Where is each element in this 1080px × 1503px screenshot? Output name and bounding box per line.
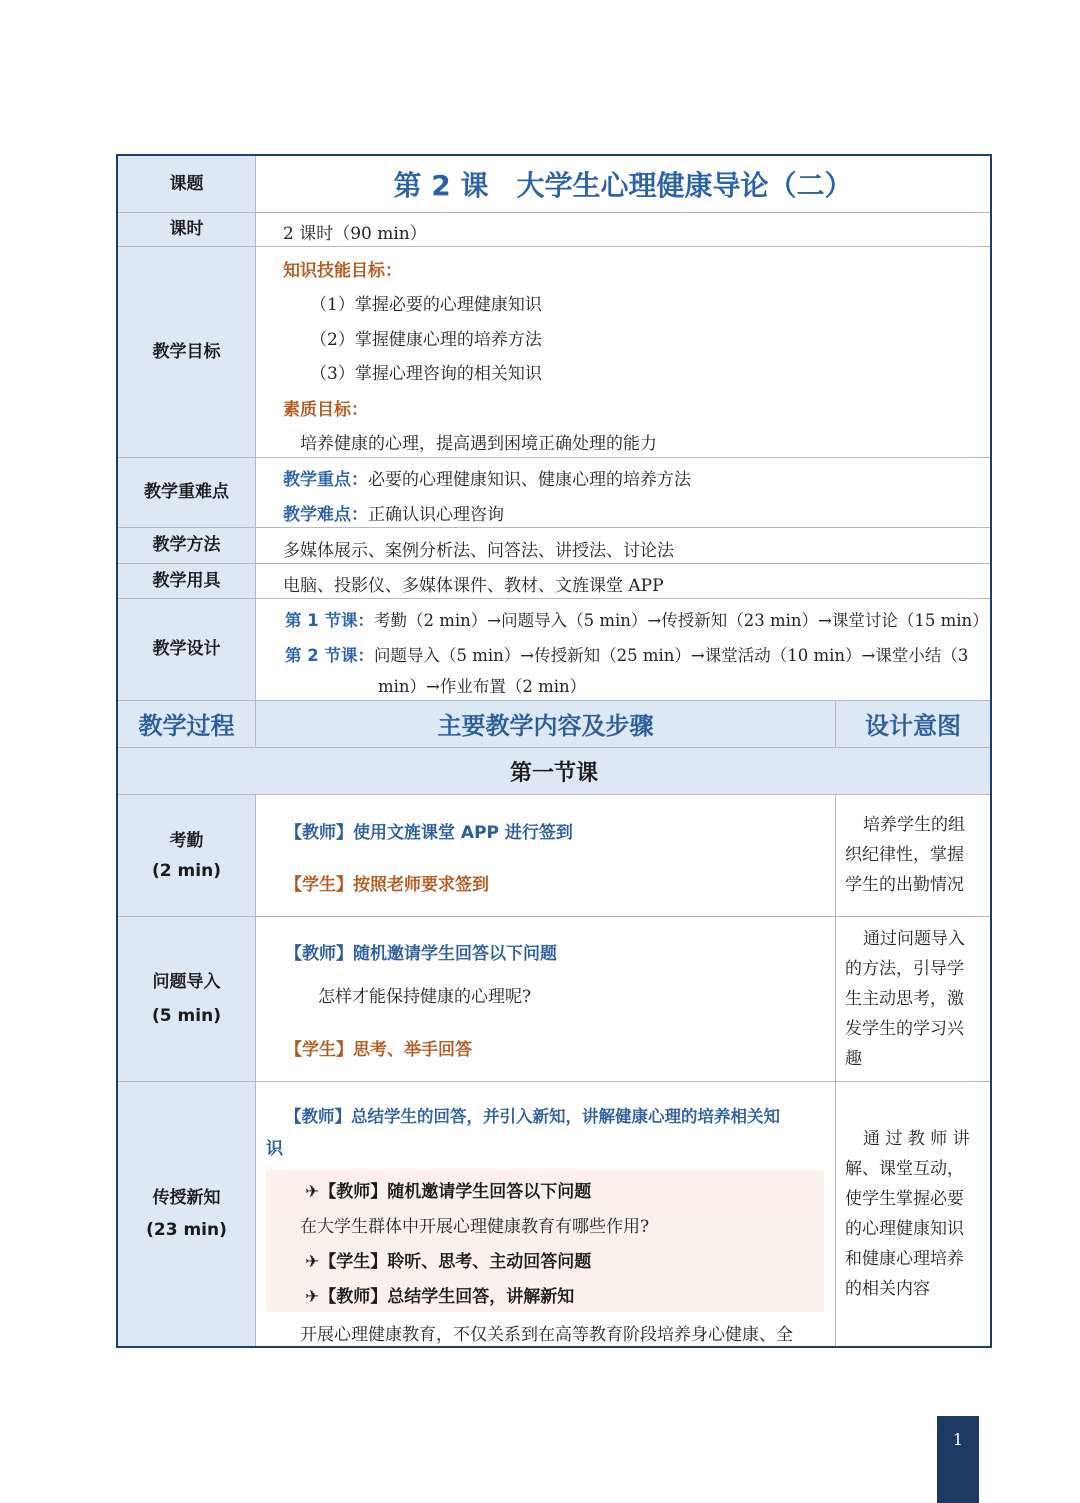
stage-question-intro	[118, 917, 255, 1081]
stage-duration: (23 min)	[146, 1220, 227, 1240]
design-session-1-text: 考勤（2 min）→问题导入（5 min）→传授新知（23 min）→课堂讨论（15 min）	[373, 611, 989, 630]
stage-duration: (5 min)	[152, 1006, 221, 1026]
label-keypoints: 教学重难点	[144, 482, 229, 503]
activity-step: ✈【学生】聆听、思考、主动回答问题	[305, 1252, 592, 1272]
objective-knowledge-heading: 知识技能目标：	[283, 261, 402, 281]
stage-name: 考勤	[169, 830, 204, 851]
difficult-point	[283, 500, 504, 525]
objective-item: （1）掌握必要的心理健康知识	[310, 295, 542, 315]
page-number: 1	[952, 1430, 964, 1449]
label-method: 教学方法	[152, 535, 221, 556]
objective-item: （3）掌握心理咨询的相关知识	[310, 364, 542, 384]
label-tools: 教学用具	[152, 570, 221, 591]
key-point-heading: 教学重点：	[283, 470, 368, 490]
plane-icon: ✈	[305, 1287, 320, 1307]
new-knowledge-tail-text: 开展心理健康教育，不仅关系到在高等教育阶段培养身心健康、全	[300, 1325, 793, 1345]
design-session-2-cont: min）→作业布置（2 min）	[378, 677, 587, 696]
design-session-2	[285, 642, 968, 666]
plane-icon: ✈	[305, 1182, 320, 1202]
question-intro-teacher: 【教师】随机邀请学生回答以下问题	[285, 944, 557, 964]
attendance-teacher: 【教师】使用文旌课堂 APP 进行签到	[285, 823, 573, 843]
method-value: 多媒体展示、案例分析法、问答法、讲授法、讨论法	[283, 541, 674, 561]
label-hours: 课时	[169, 219, 204, 240]
stage-new-knowledge	[118, 1082, 255, 1346]
label-design: 教学设计	[152, 639, 221, 660]
design-session-2-text: 问题导入（5 min）→传授新知（25 min）→课堂活动（10 min）→课堂小结（3	[373, 646, 969, 665]
section-title: 第一节课	[509, 760, 598, 786]
key-point-text: 必要的心理健康知识、健康心理的培养方法	[368, 470, 691, 490]
objective-quality-heading: 素质目标：	[283, 400, 368, 420]
design-session-2-heading: 第 2 节课：	[285, 646, 374, 665]
objective-quality-text: 培养健康的心理，提高遇到困境正确处理的能力	[300, 434, 657, 454]
label-objectives: 教学目标	[152, 341, 221, 362]
objective-item: （2）掌握健康心理的培养方法	[310, 330, 542, 350]
page-number-tab	[937, 1416, 979, 1503]
activity-step: ✈【教师】随机邀请学生回答以下问题	[305, 1182, 592, 1202]
tools-value: 电脑、投影仪、多媒体课件、教材、文旌课堂 APP	[283, 576, 664, 596]
difficult-point-text: 正确认识心理咨询	[368, 505, 504, 525]
new-knowledge-intent: 通 过 教 师 讲 解、课堂互动， 使学生掌握必要 的心理健康知识 和健康心理培养 的相关内容	[845, 1129, 970, 1299]
difficult-point-heading: 教学难点：	[283, 505, 368, 525]
stage-name: 传授新知	[152, 1188, 221, 1208]
attendance-student: 【学生】按照老师要求签到	[285, 875, 489, 895]
label-title: 课题	[169, 173, 204, 194]
design-session-1-heading: 第 1 节课：	[285, 611, 374, 630]
plane-icon: ✈	[305, 1252, 320, 1272]
key-point	[283, 465, 691, 490]
stage-attendance	[118, 795, 255, 916]
activity-step: ✈【教师】总结学生回答，讲解新知	[305, 1287, 575, 1307]
hours-value: 2 课时（90 min）	[283, 224, 427, 244]
lesson-title-text: 第 2 课 大学生心理健康导论（二）	[393, 169, 853, 202]
col-header-process: 教学过程	[138, 712, 235, 740]
stage-duration: (2 min)	[152, 860, 221, 881]
question-intro-student: 【学生】思考、举手回答	[285, 1040, 472, 1060]
design-session-1	[285, 607, 989, 631]
attendance-intent: 培养学生的组 织纪律性，掌握 学生的出勤情况	[845, 815, 965, 895]
question-intro-question: 怎样才能保持健康的心理呢?	[318, 987, 532, 1007]
stage-name: 问题导入	[152, 972, 221, 992]
question-intro-intent: 通过问题导入 的方法，引导学 生主动思考，激 发学生的学习兴 趣	[845, 929, 965, 1069]
new-knowledge-teacher-line2: 识	[266, 1139, 283, 1159]
lesson-title	[256, 156, 990, 212]
col-header-intent: 设计意图	[865, 712, 961, 740]
col-header-content: 主要教学内容及步骤	[437, 712, 654, 740]
activity-question: 在大学生群体中开展心理健康教育有哪些作用?	[300, 1217, 650, 1237]
new-knowledge-teacher-line1: 【教师】总结学生的回答，并引入新知，讲解健康心理的培养相关知	[285, 1107, 780, 1126]
